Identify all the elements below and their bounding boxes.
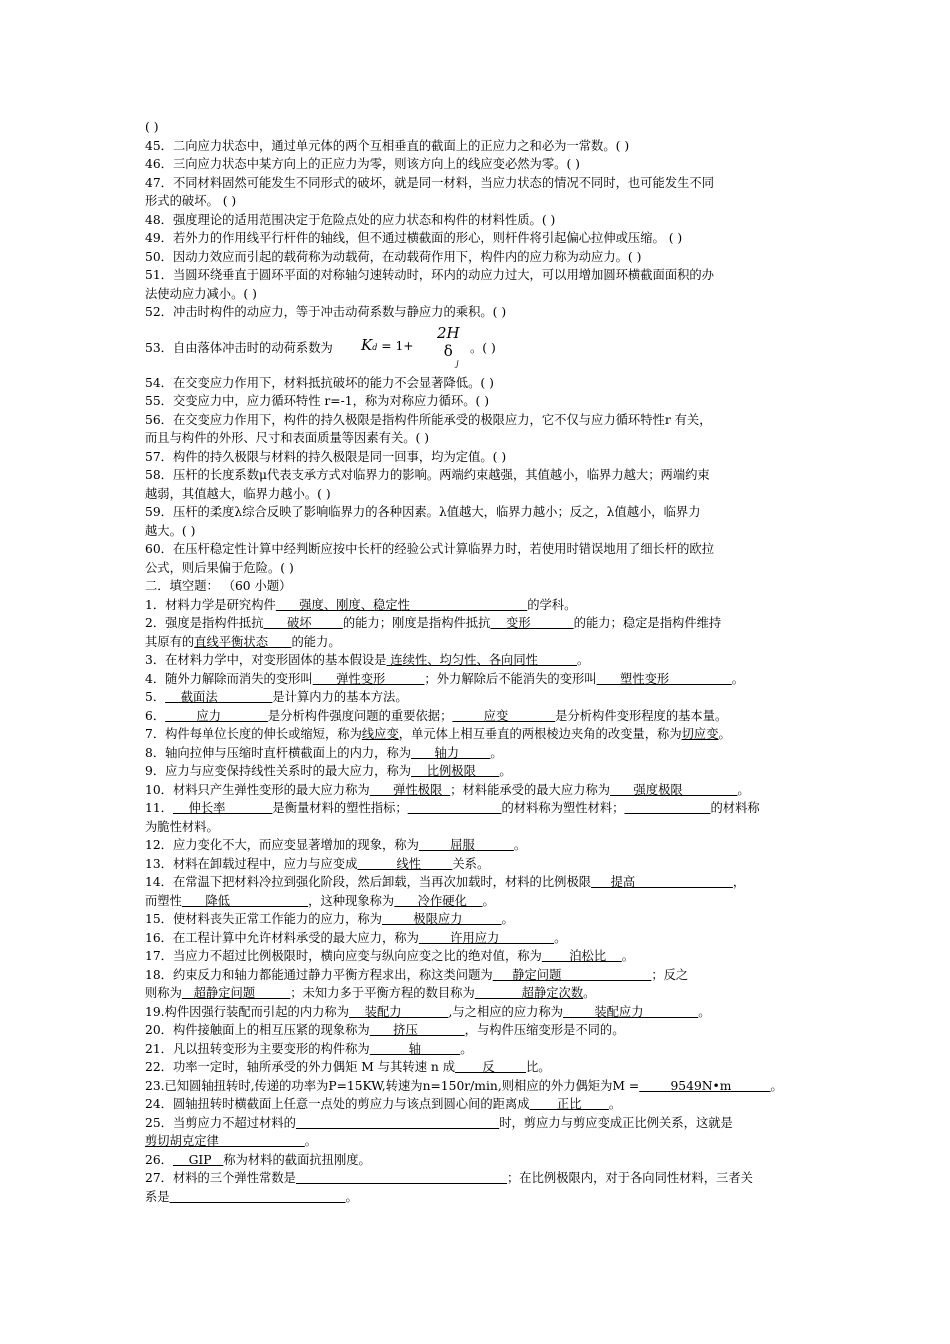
answer-blank: 应力	[165, 708, 268, 723]
question-48: 48．强度理论的适用范围决定于危险点处的应力状态和构件的材料性质。( )	[145, 212, 556, 227]
answer-blank: 轴力	[411, 745, 491, 760]
answer-blank: 挤压	[369, 1023, 465, 1037]
question-56-line1: 56．在交变应力作用下，构件的持久极限是指构件所能承受的极限应力，它不仅与应力循环特性r 有关，	[145, 412, 712, 427]
text-run: 是衡量材料的塑性指标；	[272, 801, 408, 815]
text-run: 。	[718, 727, 731, 741]
text-run: 。	[482, 893, 495, 908]
answer-blank: 变形	[490, 616, 574, 630]
answer-blank: 强度极限	[610, 782, 738, 797]
answer-blank: 线性	[357, 856, 453, 871]
answer-blank	[408, 801, 502, 815]
answer-blank	[624, 801, 710, 815]
text-run: 的学科。	[527, 597, 577, 612]
text-run: δ	[443, 341, 453, 360]
text-run: 4．随外力解除而消失的变形叫	[145, 671, 313, 686]
question-60-line1: 60．在压杆稳定性计算中经判断应按中长杆的经验公式计算临界力时，若使用时错误地用了细长杆的欧拉	[145, 542, 715, 556]
text-run: 。	[731, 671, 745, 686]
text-run: 1．材料力学是研究构件	[145, 597, 276, 612]
answer-blank: 许用应力	[418, 930, 555, 945]
text-run: ；外力解除后不能消失的变形叫	[424, 671, 597, 686]
fill-q5	[145, 688, 810, 707]
document-body	[145, 118, 810, 1206]
fill-q25-line1	[145, 1114, 810, 1133]
text-run: 而塑性	[145, 893, 182, 908]
answer-blank: 强度、刚度、稳定性	[275, 597, 528, 612]
text-run: 称为材料的截面抗扭刚度。	[223, 1152, 371, 1167]
answer-blank: 应变	[452, 708, 556, 723]
text-run: 。	[513, 838, 527, 852]
text-run: 23.已知圆轴扭转时,传递的功率为P=15KW,转速为n=150r/min,则相应的外力偶矩为M =	[145, 1078, 640, 1093]
text-run: j	[456, 358, 459, 368]
text-run: ；材料能承受的最大应力称为	[450, 782, 611, 797]
fill-q11-line2	[145, 818, 810, 837]
text-run: ,与之相应的应力称为	[448, 1004, 564, 1019]
text-run: 则称为	[145, 986, 182, 1000]
fill-q4	[145, 670, 810, 689]
fill-q17	[145, 947, 810, 966]
text-run: 是分析构件强度问题的重要依据；	[267, 708, 453, 723]
text-run: 9．应力与应变保持线性关系时的最大应力，称为	[145, 764, 412, 778]
text-run: 比。	[525, 1060, 551, 1074]
fill-q22	[145, 1058, 810, 1077]
text-run: 的能力；稳定是指构件维持	[573, 616, 722, 630]
answer-blank: 塑性变形	[596, 671, 732, 686]
answer-blank: 破坏	[263, 616, 343, 630]
text-run: 7．构件每单位长度的伸长或缩短，称为	[145, 727, 362, 741]
answer-blank: 冷作硬化	[394, 893, 483, 908]
text-run: 是分析构件变形程度的基本量。	[555, 708, 728, 723]
fill-q16	[145, 929, 810, 948]
answer-blank: 弹性极限	[369, 782, 451, 797]
answer-blank: 轴	[369, 1041, 461, 1056]
formula-fraction	[437, 324, 460, 368]
question-59-line1: 59．压杆的柔度λ综合反映了影响临界力的各种因素。λ值越大，临界力越小；反之，λ值越小，临界力	[145, 505, 701, 519]
fill-q21	[145, 1040, 810, 1059]
text-run: 13．材料在卸载过程中，应力与应变成	[145, 856, 358, 871]
fill-q24	[145, 1095, 810, 1114]
question-54: 54．在交变应力作用下，材料抵抗破坏的能力不会显著降低。( )	[145, 375, 494, 390]
answer-blank: 泊松比	[541, 949, 622, 963]
text-run: 是计算内力的基本方法。	[272, 690, 408, 704]
text-run: 。	[577, 653, 590, 667]
text-run: 。( )	[470, 340, 496, 355]
answer-blank: 直线平衡状态	[194, 634, 292, 649]
text-run: 。	[460, 1041, 473, 1056]
text-run: 16．在工程计算中允许材料承受的最大应力，称为	[145, 930, 419, 945]
text-run: 18．约束反力和轴力都能通过静力平衡方程求出，称这类问题为	[145, 967, 493, 982]
answer-blank	[296, 1171, 507, 1185]
question-47-line1: 47．不同材料固然可能发生不同形式的破坏，就是同一材料，当应力状态的情况不同时，也可能发生不同	[145, 175, 715, 190]
text-run: 关系。	[452, 856, 490, 871]
answer-blank: 装配应力	[563, 1004, 699, 1019]
answer-blank: 剪切胡克定律	[145, 1134, 305, 1148]
question-51-line1: 51．当圆环绕垂直于圆环平面的对称轴匀速转动时，环内的动应力过大，可以用增加圆环横截面面积的办	[145, 268, 715, 282]
answer-blank: 线应变	[361, 727, 399, 741]
answer-blank: 弹性变形	[312, 671, 425, 686]
fill-q9	[145, 762, 810, 781]
text-run: 。	[698, 1004, 711, 1019]
text-run: 的能力。	[291, 634, 341, 649]
answer-blank: 反	[455, 1060, 526, 1074]
text-run: 21．凡以扭转变形为主要变形的构件称为	[145, 1041, 370, 1056]
text-run: 12．应力变化不大，而应变显著增加的现象，称为	[145, 838, 419, 852]
text-run: 15．使材料丧失正常工作能力的应力，称为	[145, 912, 382, 926]
fill-q1	[145, 596, 810, 615]
text-run: 53．自由落体冲击时的动荷系数为	[145, 340, 333, 355]
answer-blank: 提高	[591, 875, 733, 889]
text-run: 。	[770, 1078, 783, 1093]
text-run: 2．强度是指构件抵抗	[145, 616, 264, 630]
text-run: 。	[554, 930, 567, 945]
answer-blank: 截面法	[165, 690, 273, 704]
answer-blank	[170, 1190, 346, 1204]
text-run: 。	[490, 745, 503, 760]
fill-q18-line2	[145, 984, 810, 1003]
question-58-line1: 58．压杆的长度系数μ代表支承方式对临界力的影响。两端约束越强，其值越小，临界力越大；两端约束	[145, 468, 710, 482]
text-run: 为脆性材料。	[145, 819, 219, 834]
text-run: 。	[499, 764, 512, 778]
fill-q19	[145, 1003, 810, 1022]
text-run: ；未知力多于平衡方程的数目称为	[290, 986, 475, 1000]
text-run: 的能力；刚度是指构件抵抗	[342, 616, 491, 630]
answer-blank: 超静定次数	[474, 986, 584, 1000]
text-run: 的材料称	[710, 801, 760, 815]
fill-q27-line1	[145, 1169, 810, 1188]
text-run: 19.构件因强行装配而引起的内力称为	[145, 1004, 350, 1019]
answer-blank: 静定问题	[492, 967, 652, 982]
fill-section-heading: 二．填空题： （60 小题）	[145, 579, 292, 593]
answer-blank: 9549N•m	[639, 1078, 771, 1093]
question-45: 45．二向应力状态中，通过单元体的两个互相垂直的截面上的正应力之和必为一常数。( )	[145, 138, 630, 153]
question-57: 57．构件的持久极限与材料的持久极限是同一回事，均为定值。( )	[145, 449, 507, 464]
fill-q27-line2	[145, 1188, 810, 1207]
text-run: 6．	[145, 708, 166, 723]
answer-blank: 装配力	[349, 1004, 449, 1019]
text-run: 。	[583, 986, 596, 1000]
text-run: 5．	[145, 690, 166, 704]
fill-q8	[145, 744, 810, 763]
text-run: 11．	[145, 801, 173, 815]
text-run: ，	[732, 875, 746, 889]
question-50: 50．因动力效应而引起的载荷称为动载荷，在动载荷作用下，构件内的应力称为动应力。( )	[145, 249, 642, 264]
text-run: = 1+	[377, 338, 414, 353]
fill-q18-line1	[145, 966, 810, 985]
text-run: 17．当应力不超过比例极限时，横向应变与纵向应变之比的绝对值，称为	[145, 949, 542, 963]
text-run: 。	[621, 949, 635, 963]
question-51-line2: 法使动应力减小。( )	[145, 286, 257, 301]
answer-blank: GIP	[172, 1152, 224, 1167]
text-run: 的材料称为塑性材料；	[501, 801, 625, 815]
fill-q12	[145, 836, 810, 855]
text-run: K	[361, 335, 373, 354]
text-run: d	[372, 342, 378, 352]
fill-q26	[145, 1151, 810, 1170]
text-run: 2H	[437, 323, 460, 342]
text-run: 27．材料的三个弹性常数是	[145, 1171, 296, 1185]
answer-blank: 比例极限	[411, 764, 500, 778]
fill-q7	[145, 725, 810, 744]
text-run: 10．材料只产生弹性变形的最大应力称为	[145, 782, 370, 797]
text-run: ；反之	[651, 967, 689, 982]
text-run: ；在比例极限内，对于各向同性材料，三者关	[507, 1171, 753, 1185]
text-run: 时，剪应力与剪应变成正比例关系，这就是	[499, 1115, 733, 1130]
text-run: 。	[737, 782, 750, 797]
fill-q10	[145, 781, 810, 800]
text-run: ，这种现象称为	[308, 893, 395, 908]
question-59-line2: 越大。( )	[145, 523, 196, 538]
answer-blank: 正比	[529, 1097, 609, 1111]
answer-blank: 连续性、均匀性、各向同性	[386, 653, 578, 667]
fill-q6	[145, 707, 810, 726]
fill-q3	[145, 651, 810, 670]
question-46: 46．三向应力状态中某方向上的正应力为零，则该方向上的线应变必然为零。( )	[145, 157, 580, 171]
question-47-line2: 形式的破坏。 ( )	[145, 194, 237, 208]
answer-blank: 伸长率	[172, 801, 273, 815]
text-run: ，单元体上相互垂直的两根棱边夹角的改变量，称为	[398, 727, 682, 741]
impact-factor-formula	[361, 336, 414, 358]
answer-blank: 切应变	[681, 727, 719, 741]
text-run: 系是	[145, 1189, 170, 1204]
fill-q23	[145, 1077, 810, 1096]
question-49: 49．若外力的作用线平行杆件的轴线，但不通过横截面的形心，则杆件将引起偏心拉伸或压缩。 ( )	[145, 231, 683, 245]
answer-blank	[296, 1116, 499, 1130]
question-58-line2: 越弱，其值越大，临界力越小。( )	[145, 486, 331, 501]
text-run: 。	[304, 1134, 318, 1148]
text-run: 26．	[145, 1152, 173, 1167]
question-53	[145, 322, 810, 374]
question-56-line2: 而且与构件的外形、尺寸和表面质量等因素有关。( )	[145, 431, 430, 445]
text-run: 25．当剪应力不超过材料的	[145, 1115, 296, 1130]
answer-bracket: ( )	[145, 120, 159, 134]
fill-q13	[145, 855, 810, 874]
fill-q25-line2	[145, 1132, 810, 1151]
text-run: 14．在常温下把材料冷拉到强化阶段，然后卸载，当再次加载时，材料的比例极限	[145, 875, 592, 889]
answer-blank: 超静定问题	[181, 986, 291, 1000]
answer-blank: 极限应力	[382, 912, 502, 926]
text-run: 3．在材料力学中，对变形固体的基本假设是	[145, 653, 387, 667]
fill-q14-line1	[145, 873, 810, 892]
fill-q20	[145, 1021, 810, 1040]
text-run: 20．构件接触面上的相互压紧的现象称为	[145, 1023, 370, 1037]
text-run: 。	[345, 1189, 358, 1204]
answer-blank: 屈服	[418, 838, 514, 852]
text-run: 。	[608, 1097, 622, 1111]
fill-q14-line2	[145, 892, 810, 911]
text-run: ，与构件压缩变形是不同的。	[464, 1023, 625, 1037]
question-60-line2: 公式，则后果偏于危险。( )	[145, 560, 294, 575]
fill-q15	[145, 910, 810, 929]
fill-q2-line1	[145, 614, 810, 633]
text-run: 24．圆轴扭转时横截面上任意一点处的剪应力与该点到圆心间的距离成	[145, 1097, 530, 1111]
text-run: 。	[501, 912, 514, 926]
answer-blank: 降低	[181, 893, 309, 908]
text-run: 22．功率一定时，轴所承受的外力偶矩 M 与其转速 n 成	[145, 1060, 456, 1074]
fill-q11-line1	[145, 799, 810, 818]
fill-q2-line2	[145, 633, 810, 652]
question-55: 55．交变应力中，应力循环特性 r=-1，称为对称应力循环。( )	[145, 394, 490, 408]
text-run: 其原有的	[145, 634, 195, 649]
text-run: 8．轴向拉伸与压缩时直杆横截面上的内力，称为	[145, 745, 412, 760]
question-52: 52．冲击时构件的动应力，等于冲击动荷系数与静应力的乘积。( )	[145, 305, 507, 319]
